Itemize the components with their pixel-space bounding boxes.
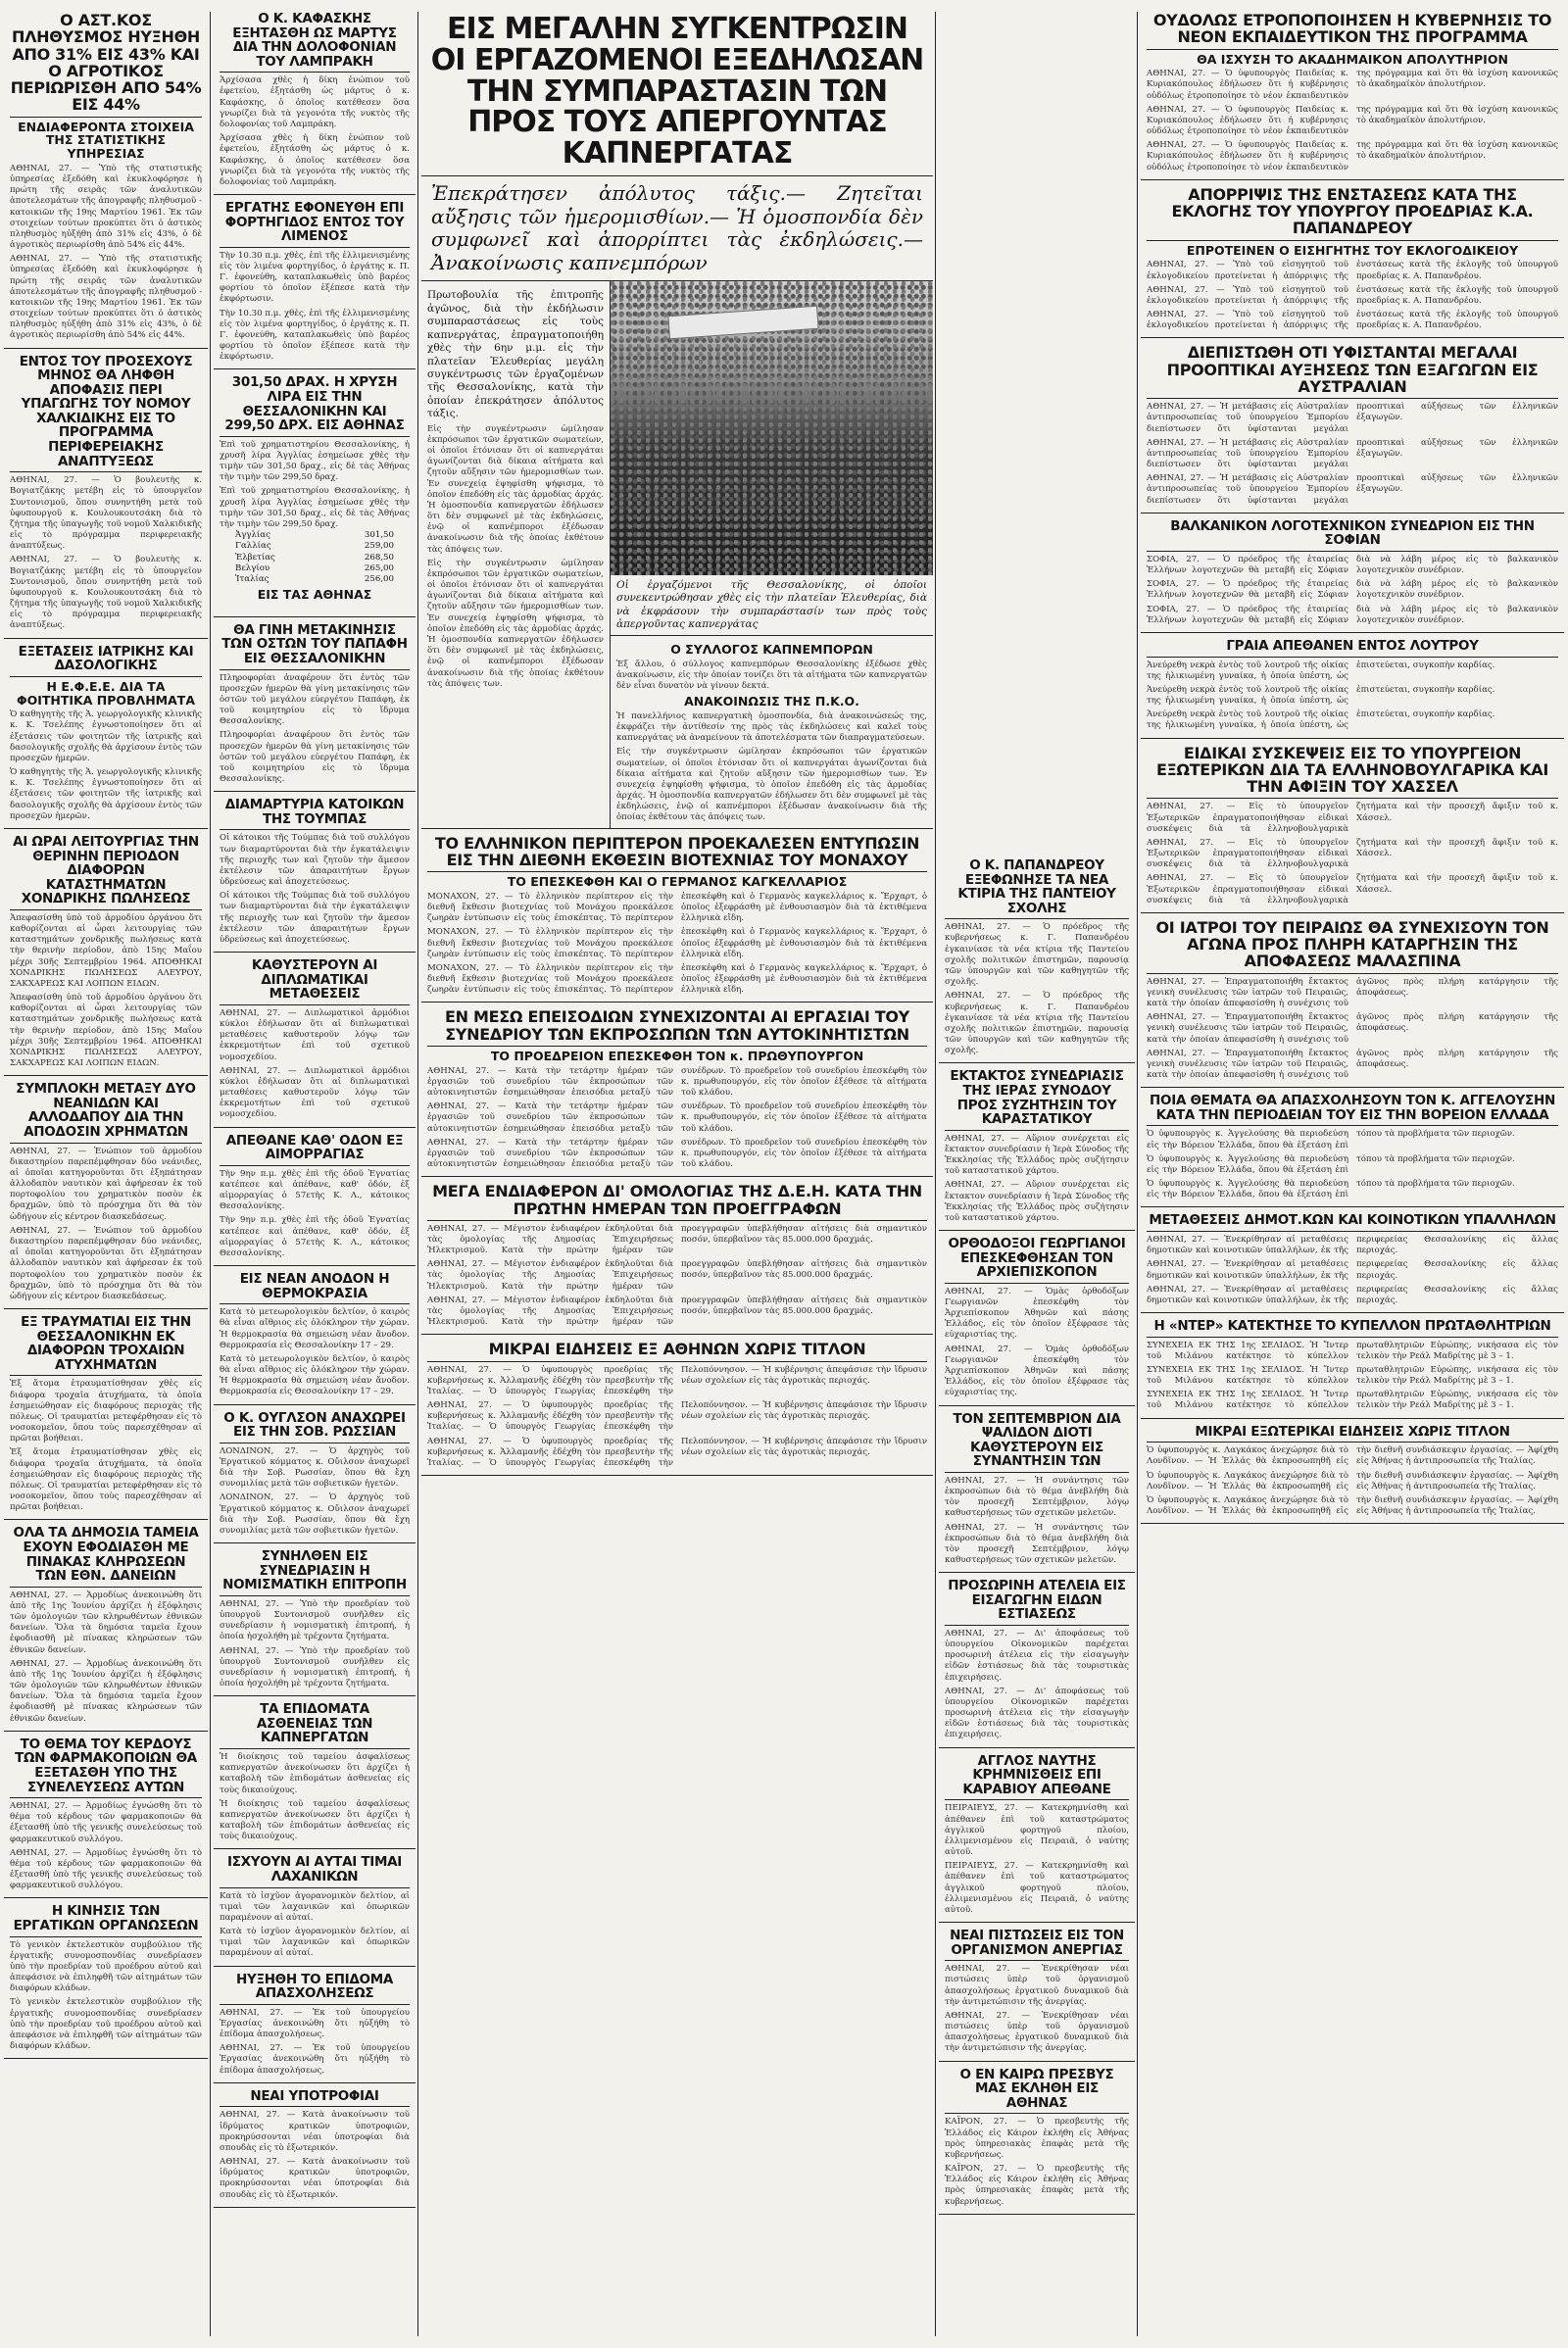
article-headline: ΜΙΚΡΑΙ ΕΞΩΤΕΡΙΚΑΙ ΕΙΔΗΣΕΙΣ ΧΩΡΙΣ ΤΙΤΛΟΝ xyxy=(1147,1425,1558,1443)
center-lower-stories xyxy=(421,835,933,1477)
article xyxy=(1141,919,1564,1088)
article-headline: ΘΑ ΓΙΝΗ ΜΕΤΑΚΙΝΗΣΙΣ ΤΩΝ ΟΣΤΩΝ ΤΟΥ ΠΑΠΑΦΗ ΕΙΣ ΘΕΣΣΑΛΟΝΙΚΗΝ xyxy=(220,623,410,670)
article-body: Ἀνεύρεθη νεκρὰ ἐντὸς τοῦ λουτροῦ τῆς οἰκίας της ἡλικιωμένη γυναίκα, ἡ ὁποία ὑπέστη, ὡς ἐπιστεύεται, συγκοπὴν καρδίας. xyxy=(1147,660,1495,681)
article xyxy=(421,1183,933,1335)
article-body: ΑΘΗΝΑΙ, 27. — Ὁ ὑφυπουργὸς Παιδείας κ. Κυριακόπουλος ἐδήλωσεν ὅτι ἡ κυβέρνησις οὐδόλως ἐτροποποίησε τὸ νέον ἐκπαιδευτικὸν της πρόγραμμα καὶ ὅτι θὰ ἰσχύση κανονικῶς τὸ ἀκαδημαϊκὸν ἀπολυτήριον. xyxy=(1147,104,1558,137)
column-rule xyxy=(210,12,211,2336)
article-headline: ΚΑΘΥΣΤΕΡΟΥΝ ΑΙ ΔΙΠΛΩΜΑΤΙΚΑΙ ΜΕΤΑΘΕΣΕΙΣ xyxy=(220,958,410,1005)
article-body: Κατὰ τὸ ἰσχῦον ἀγορανομικὸν δελτίον, αἱ τιμαὶ τῶν λαχανικῶν καὶ ὀπωρικῶν παραμένουν αἱ αὐταί. xyxy=(220,1890,410,1923)
article-body: ΜΟΝΑΧΟΝ, 27. — Τὸ ἑλληνικὸν περίπτερον εἰς τὴν διεθνῆ ἔκθεσιν βιοτεχνίας τοῦ Μονάχου προεκάλεσε ζωηρὰν ἐντύπωσιν εἰς τοὺς ἐπισκέπτας. Τὸ περίπτερον ἐπεσκέφθη καὶ ὁ Γερμανὸς καγκελλάριος κ. Ἔρχαρτ, ὁ ὁποῖος ἐξεφράσθη μὲ ἐνθουσιασμὸν διὰ τὰ ἐκτιθέμενα ἑλληνικὰ εἴδη. xyxy=(427,962,927,996)
article-body: ΑΘΗΝΑΙ, 27. — Ὑπὸ τῆς στατιστικῆς ὑπηρεσίας ἐξεδόθη καὶ ἐκυκλοφόρησε ἡ πρώτη τῆς σειρᾶς τῶν ἀναλυτικῶν ἀποτελεσμάτων τῆς ἀπογραφῆς πληθυσμοῦ - κατοικιῶν τῆς 19ης Μαρτίου 1961. Ἐκ τῶν στοιχείων τούτων προκύπτει ὅτι ὁ ἀστικὸς πληθυσμὸς ηὐξήθη ἀπὸ 31% εἰς 43%, ὁ δὲ ἀγροτικὸς περιωρίσθη ἀπὸ 54% εἰς 44%. xyxy=(10,163,202,251)
article-body: ΑΘΗΝΑΙ, 27. — Εἰς τὸ ὑπουργεῖον Ἐξωτερικῶν ἐπραγματοποιήθησαν εἰδικαὶ συσκέψεις διὰ τὰ ἑλληνοβουλγαρικὰ ζητήματα καὶ τὴν προσεχῆ ἄφιξιν τοῦ κ. Χάσσελ. xyxy=(1147,802,1558,834)
article-body: ΣΥΝΕΧΕΙΑ ΕΚ ΤΗΣ 1ης ΣΕΛΙΔΟΣ. Ἡ Ἴντερ τοῦ Μιλάνου κατέκτησε τὸ κύπελλον πρωταθλητριῶν Εὐρώπης, νικήσασα εἰς τὸν τελικὸν τὴν Ρεάλ Μαδρίτης μὲ 3 – 1. xyxy=(1147,1390,1558,1411)
article xyxy=(421,1008,933,1177)
article-body: Κατὰ τὸ μετεωρολογικὸν δελτίον, ὁ καιρὸς θὰ εἶναι αἴθριος εἰς ὁλόκληρον τὴν χώραν. Ἡ θερμοκρασία θὰ σημειώση νέαν ἄνοδον. Θερμοκρασία εἰς Θεσσαλονίκην 17 – 29. xyxy=(220,1353,410,1397)
article xyxy=(4,1526,208,1731)
article-body: ΑΘΗΝΑΙ, 27. — Ἐκ τοῦ ὑπουργείου Ἐργασίας ἀνεκοινώθη ὅτι ηὐξήθη τὸ ἐπίδομα ἀπασχολήσεως. xyxy=(220,2007,410,2040)
article-headline: ΣΥΝΗΛΘΕΝ ΕΙΣ ΣΥΝΕΔΡΙΑΣΙΝ Η ΝΟΜΙΣΜΑΤΙΚΗ ΕΠΙΤΡΟΠΗ xyxy=(220,1549,410,1596)
article-headline: ΑΠΟΡΡΙΨΙΣ ΤΗΣ ΕΝΣΤΑΣΕΩΣ ΚΑΤΑ ΤΗΣ ΕΚΛΟΓΗΣ ΤΟΥ ΥΠΟΥΡΓΟΥ ΠΡΟΕΔΡΙΑΣ Κ.Α. ΠΑΠΑΝΔΡΕΟΥ xyxy=(1147,186,1558,241)
article-headline: ΕΡΓΑΤΗΣ ΕΦΟΝΕΥΘΗ ΕΠΙ ΦΟΡΤΗΓΙΔΟΣ ΕΝΤΟΣ ΤΟΥ ΛΙΜΕΝΟΣ xyxy=(220,201,410,248)
article-headline: ΓΡΑΙΑ ΑΠΕΘΑΝΕΝ ΕΝΤΟΣ ΛΟΥΤΡΟΥ xyxy=(1147,639,1558,658)
article-headline: Η «ΝΤΕΡ» ΚΑΤΕΚΤΗΣΕ ΤΟ ΚΥΠΕΛΛΟΝ ΠΡΩΤΑΘΛΗΤΡΙΩΝ xyxy=(1147,1319,1558,1338)
article-body: ΣΟΦΙΑ, 27. — Ὁ πρόεδρος τῆς ἑταιρείας Ἑλλήνων λογοτεχνῶν θὰ μεταβῆ εἰς Σόφιαν διὰ νὰ λάβη μέρος εἰς τὸ βαλκανικὸν λογοτεχνικὸν συνέδριον. xyxy=(1147,604,1558,625)
row-label: Ἰταλίας xyxy=(235,573,270,584)
article-body: Ὁ ὑφυπουργὸς κ. Λαγκάκος ἀνεχώρησε διὰ τὸ Λονδῖνον. — Ἡ Ἑλλάς θὰ ἐκπροσωπηθῆ εἰς τὴν διεθνῆ συνδιάσκεψιν ἐργασίας. — Ἀφίχθη εἰς Ἀθήνας ἡ ἀντιπροσωπεία τῆς Ἰταλίας. xyxy=(1147,1494,1558,1517)
article-body: Ἐπὶ τοῦ χρηματιστηρίου Θεσσαλονίκης, ἡ χρυσῆ λίρα Ἀγγλίας ἐσημείωσε χθὲς τὴν τιμὴν τῶν 301,50 δραχ., εἰς δὲ τὰς Ἀθήνας τὴν τιμὴν τῶν 299,50 δραχ. xyxy=(220,486,410,529)
photo-block xyxy=(610,281,933,827)
article-body: ΑΘΗΝΑΙ, 27. — Ἐνεκρίθησαν αἱ μεταθέσεις δημοτικῶν καὶ κοινοτικῶν ὑπαλλήλων, ἐκ τῆς περιφερείας Θεσσαλονίκης εἰς ἄλλας περιοχάς. xyxy=(1147,1284,1558,1305)
article xyxy=(4,1082,208,1309)
article xyxy=(4,355,208,639)
article-body: Ὁ καθηγητὴς τῆς Ἀ. γεωργολογικῆς κλινικῆς κ. Κ. Τσελέπης ἐγνωστοποίησεν ὅτι αἱ ἐξετάσεις τῶν φοιτητῶν τῆς ἰατρικῆς καὶ δασολογικῆς σχολῆς θὰ ἀρχίσουν ἐντὸς τῶν προσεχῶν ἡμερῶν. xyxy=(10,767,202,821)
article xyxy=(214,2089,416,2208)
article-headline: ΜΙΚΡΑΙ ΕΙΔΗΣΕΙΣ ΕΞ ΑΘΗΝΩΝ ΧΩΡΙΣ ΤΙΤΛΟΝ xyxy=(427,1341,927,1361)
article xyxy=(4,1904,208,2059)
table-row xyxy=(235,563,394,574)
article-body: ΑΘΗΝΑΙ, 27. — Ἐπραγματοποιήθη ἔκτακτος γενικὴ συνέλευσις τῶν ἰατρῶν τοῦ Πειραιῶς, κατὰ τὴν ὁποίαν ἀπεφασίσθη ἡ συνέχισις τοῦ ἀγῶνος πρὸς πλήρη κατάργησιν τῆς ἀποφάσεως. xyxy=(1147,976,1558,1009)
article-body: ΑΘΗΝΑΙ, 27. — Ὁ ὑφυπουργὸς προεδρίας τῆς κυβερνήσεως κ. Ἀλλαμανῆς ἐδέχθη τὸν πρεσβευτὴν τῆς Ἱταλίας. — Ὁ ὑπουργὸς Γεωργίας ἐπεσκέφθη τὴν Πελοπόννησον. — Ἡ κυβέρνησις ἀπεφάσισε τὴν ἵδρυσιν νέων σχολείων εἰς τὰς ἀγροτικὰς περιοχάς. xyxy=(427,1364,927,1396)
article xyxy=(939,1412,1135,1574)
article-body: ΑΘΗΝΑΙ, 27. — Ἡ συνάντησις τῶν ἐκπροσώπων διὰ τὸ θέμα ἀνεβλήθη διὰ τὸν προσεχῆ Σεπτέμβριον, λόγῳ καθυστερήσεως τῶν σχετικῶν μελετῶν. xyxy=(945,1522,1129,1566)
article xyxy=(214,623,416,792)
column-2 xyxy=(214,12,416,2336)
article-body: ΑΘΗΝΑΙ, 27. — Ὁ βουλευτὴς κ. Βογιατζάκης μετέβη εἰς τὸ ὑπουργεῖον Συντονισμοῦ, ὅπου συνηντήθη μετὰ τοῦ ὑφυπουργοῦ κ. Κουλουκουτσάκη διὰ τὸ ζήτημα τῆς ὑπαγωγῆς τοῦ νομοῦ Χαλκιδικῆς εἰς τὸ πρόγραμμα περιφερειακῆς ἀναπτύξεως. xyxy=(10,555,202,631)
article xyxy=(214,1549,416,1696)
article-headline: ΑΙ ΩΡΑΙ ΛΕΙΤΟΥΡΓΙΑΣ ΤΗΝ ΘΕΡΙΝΗΝ ΠΕΡΙΟΔΟΝ ΔΙΑΦΟΡΩΝ ΚΑΤΑΣΤΗΜΑΤΩΝ ΧΟΝΔΡΙΚΗΣ ΠΩΛΗΣΕΩΣ xyxy=(10,835,202,910)
article-body: ΑΘΗΝΑΙ, 27. — Ὑπὸ τοῦ εἰσηγητοῦ τοῦ ἐκλογοδικείου προτείνεται ἡ ἀπόρριψις τῆς ἐνστάσεως κατὰ τῆς ἐκλογῆς τοῦ ὑπουργοῦ προεδρίας κ. Α. Παπανδρέου. xyxy=(1147,260,1558,281)
article-body: Τὸ γενικὸν ἐκτελεστικὸν συμβούλιον τῆς ἐργατικῆς συνομοσπονδίας συνεδρίασεν ὑπὸ τὴν προεδρίαν τοῦ προέδρου αὐτοῦ καὶ ἀπεφάσισε νὰ ἐπιληφθῆ τῶν αἰτημάτων τῶν διαφόρων κλάδων. xyxy=(10,1939,202,1994)
article-headline: ΒΑΛΚΑΝΙΚΟΝ ΛΟΓΟΤΕΧΝΙΚΟΝ ΣΥΝΕΔΡΙΟΝ ΕΙΣ ΤΗΝ ΣΟΦΙΑΝ xyxy=(1147,519,1558,552)
article xyxy=(939,1754,1135,1923)
box1-text: Ἐξ ἄλλου, ὁ σύλλογος καπνεμπόρων Θεσσαλονίκης ἐξέδωσε χθὲς ἀνακοίνωσιν, εἰς τὴν ὁποίαν τονίζει ὅτι τὰ αἰτήματα τῶν καπνεργατῶν δὲν εἶναι δυνατὸν νὰ γίνουν δεκτά. xyxy=(616,659,927,691)
article-body: Ἀνεύρεθη νεκρὰ ἐντὸς τοῦ λουτροῦ τῆς οἰκίας της ἡλικιωμένη γυναίκα, ἡ ὁποία ὑπέστη, ὡς ἐπιστεύεται, συγκοπὴν καρδίας. xyxy=(1147,684,1495,707)
article-body: ΑΘΗΝΑΙ, 27. — Ὑπὸ τοῦ εἰσηγητοῦ τοῦ ἐκλογοδικείου προτείνεται ἡ ἀπόρριψις τῆς ἐνστάσεως κατὰ τῆς ἐκλογῆς τοῦ ὑπουργοῦ προεδρίας κ. Α. Παπανδρέου. xyxy=(1147,284,1558,306)
article-headline: Η ΚΙΝΗΣΙΣ ΤΩΝ ΕΡΓΑΤΙΚΩΝ ΟΡΓΑΝΩΣΕΩΝ xyxy=(10,1904,202,1936)
article-body: ΠΕΙΡΑΙΕΥΣ, 27. — Κατεκρημνίσθη καὶ ἀπέθανεν ἐπὶ τοῦ καταστρώματος ἀγγλικοῦ φορτηγοῦ πλοίου, ἐλλιμενισμένου εἰς Πειραιᾶ, ὁ ναύτης αὐτοῦ. xyxy=(945,1861,1129,1915)
article xyxy=(1141,344,1564,513)
article-body: Κατὰ τὸ μετεωρολογικὸν δελτίον, ὁ καιρὸς θὰ εἶναι αἴθριος εἰς ὁλόκληρον τὴν χώραν. Ἡ θερμοκρασία θὰ σημειώση νέαν ἄνοδον. Θερμοκρασία εἰς Θεσσαλονίκην 17 – 29. xyxy=(220,1307,410,1350)
article xyxy=(4,12,208,349)
article-body: ΑΘΗΝΑΙ, 27. — Ὁ ὑφυπουργὸς προεδρίας τῆς κυβερνήσεως κ. Ἀλλαμανῆς ἐδέχθη τὸν πρεσβευτὴν τῆς Ἱταλίας. — Ὁ ὑπουργὸς Γεωργίας ἐπεσκέφθη τὴν Πελοπόννησον. — Ἡ κυβέρνησις ἀπεφάσισε τὴν ἵδρυσιν νέων σχολείων εἰς τὰς ἀγροτικὰς περιοχάς. xyxy=(427,1436,927,1468)
article xyxy=(1141,1094,1564,1207)
article-headline: ΗΥΞΗΘΗ ΤΟ ΕΠΙΔΟΜΑ ΑΠΑΣΧΟΛΗΣΕΩΣ xyxy=(220,1973,410,2005)
article-body: ΚΑΪΡΟΝ, 27. — Ὁ πρεσβευτὴς τῆς Ἑλλάδος εἰς Κάιρον ἐκλήθη εἰς Ἀθήνας πρὸς ὑπηρεσιακὰς ἐπαφὰς μετὰ τῆς κυβερνήσεως. xyxy=(945,2164,1129,2207)
article-subhead: ΤΟ ΠΡΟΕΔΡΕΙΟΝ ΕΠΕΣΚΕΦΘΗ ΤΟΝ κ. ΠΡΩΘΥΠΟΥΡΓΟΝ xyxy=(490,1048,864,1063)
article-body: ΚΑΪΡΟΝ, 27. — Ὁ πρεσβευτὴς τῆς Ἑλλάδος εἰς Κάιρον ἐκλήθη εἰς Ἀθήνας πρὸς ὑπηρεσιακὰς ἐπαφὰς μετὰ τῆς κυβερνήσεως. xyxy=(945,2117,1129,2160)
article-body: ΣΥΝΕΧΕΙΑ ΕΚ ΤΗΣ 1ης ΣΕΛΙΔΟΣ. Ἡ Ἴντερ τοῦ Μιλάνου κατέκτησε τὸ κύπελλον πρωταθλητριῶν Εὐρώπης, νικήσασα εἰς τὸν τελικὸν τὴν Ρεάλ Μαδρίτης μὲ 3 – 1. xyxy=(1147,1364,1558,1387)
box2-text: Ἡ πανελλήνιος καπνεργατικὴ ὁμοσπονδία, διὰ ἀνακοινώσεώς της, ἐκφράζει τὴν ἀντίθεσίν της πρὸς τὰς ἐκδηλώσεις καὶ καλεῖ τοὺς καπνεργάτας νὰ ἀναμείνουν τὰ ἀποτελέσματα τῶν διαπραγματεύσεων. xyxy=(616,710,927,744)
article-body: ΑΘΗΝΑΙ, 27. — Ὁ ὑφυπουργὸς προεδρίας τῆς κυβερνήσεως κ. Ἀλλαμανῆς ἐδέχθη τὸν πρεσβευτὴν τῆς Ἱταλίας. — Ὁ ὑπουργὸς Γεωργίας ἐπεσκέφθη τὴν Πελοπόννησον. — Ἡ κυβέρνησις ἀπεφάσισε τὴν ἵδρυσιν νέων σχολείων εἰς τὰς ἀγροτικὰς περιοχάς. xyxy=(427,1400,927,1433)
article-body: ΑΘΗΝΑΙ, 27. — Δι' ἀποφάσεως τοῦ ὑπουργείου Οἰκονομικῶν παρέχεται προσωρινὴ ἀτέλεια εἰς τὴν εἰσαγωγὴν εἰδῶν ἑστιάσεως διὰ τὰς τουριστικὰς ἐπιχειρήσεις. xyxy=(945,1628,1129,1683)
article-body: ΑΘΗΝΑΙ, 27. — Εἰς τὸ ὑπουργεῖον Ἐξωτερικῶν ἐπραγματοποιήθησαν εἰδικαὶ συσκέψεις διὰ τὰ ἑλληνοβουλγαρικὰ ζητήματα καὶ τὴν προσεχῆ ἄφιξιν τοῦ κ. Χάσσελ. xyxy=(1147,837,1558,870)
article-headline: ΝΕΑΙ ΥΠΟΤΡΟΦΙΑΙ xyxy=(220,2089,410,2108)
article-headline: ΠΟΙΑ ΘΕΜΑΤΑ ΘΑ ΑΠΑΣΧΟΛΗΣΟΥΝ ΤΟΝ Κ. ΑΓΓΕΛΟΥΣΗΝ ΚΑΤΑ ΤΗΝ ΠΕΡΙΟΔΕΙΑΝ ΤΟΥ ΕΙΣ ΤΗΝ ΒΟΡΕΙΟΝ ΕΛΛΑΔΑ xyxy=(1147,1094,1558,1126)
article-body: ΛΟΝΔΙΝΟΝ, 27. — Ὁ ἀρχηγὸς τοῦ Ἐργατικοῦ κόμματος κ. Οὔιλσον ἀναχωρεῖ διὰ τὴν Σοβ. Ρωσσίαν, ὅπου θὰ ἔχη συνομιλίας μετὰ τῶν σοβιετικῶν ἡγετῶν. xyxy=(220,1492,410,1536)
lead-deck: Ἐπεκράτησεν ἀπόλυτος τάξις.— Ζητεῖται αὔξησις τῶν ἡμερομισθίων.— Ἡ ὁμοσπονδία δὲν συμφωνεῖ καὶ ἀπορρίπτει τὰς ἐκδηλώσεις.— Ἀνακοίνωσις καπνεμπόρων xyxy=(421,176,933,281)
article-body: ΑΘΗΝΑΙ, 27. — Ὑπὸ τὴν προεδρίαν τοῦ ὑπουργοῦ Συντονισμοῦ συνῆλθεν εἰς συνεδρίασιν ἡ νομισματικὴ ἐπιτροπή, ἡ ὁποία ἠσχολήθη μὲ τρέχοντα ζητήματα. xyxy=(220,1598,410,1642)
article-body: ΑΘΗΝΑΙ, 27. — Ἐπραγματοποιήθη ἔκτακτος γενικὴ συνέλευσις τῶν ἰατρῶν τοῦ Πειραιῶς, κατὰ τὴν ὁποίαν ἀπεφασίσθη ἡ συνέχισις τοῦ ἀγῶνος πρὸς πλήρη κατάργησιν τῆς ἀποφάσεως. xyxy=(1147,1012,1558,1045)
article-body: ΑΘΗΝΑΙ, 27. — Ἐνεκρίθησαν νέαι πιστώσεις ὑπὲρ τοῦ ὀργανισμοῦ ἀπασχολήσεως ἐργατικοῦ δυναμικοῦ διὰ τὴν ἀντιμετώπισιν τῆς ἀνεργίας. xyxy=(945,2010,1129,2054)
article-headline: ΠΡΟΣΩΡΙΝΗ ΑΤΕΛΕΙΑ ΕΙΣ ΕΙΣΑΓΩΓΗΝ ΕΙΔΩΝ ΕΣΤΙΑΣΕΩΣ xyxy=(945,1579,1129,1626)
article-body: Ἀπεφασίσθη ὑπὸ τοῦ ἀρμοδίου ὀργάνου ὅτι καθορίζονται αἱ ὧραι λειτουργίας τῶν καταστημάτων χονδρικῆς πωλήσεως κατὰ τὴν θερινὴν περίοδον, ἀπὸ 15ης Μαΐου μέχρι 30ῆς Σεπτεμβρίου 1964. ΑΠΟΘΗΚΑΙ ΧΟΝΔΡΙΚΗΣ ΠΩΛΗΣΕΩΣ ΑΛΕΥΡΟΥ, ΣΑΚΧΑΡΕΩΣ ΚΑΙ ΛΟΙΠΩΝ ΕΙΔΩΝ. xyxy=(10,912,202,989)
article-body: Ἡ διοίκησις τοῦ ταμείου ἀσφαλίσεως καπνεργατῶν ἀνεκοίνωσεν ὅτι ἀρχίζει ἡ καταβολὴ τῶν ἐπιδομάτων ἀσθενείας εἰς τοὺς δικαιούχους. xyxy=(220,1798,410,1842)
article-subhead: Η Ε.Φ.Ε.Ε. ΔΙΑ ΤΑ ΦΟΙΤΗΤΙΚΑ ΠΡΟΒΛΗΜΑΤΑ xyxy=(16,678,195,708)
article-body: ΑΘΗΝΑΙ, 27. — Εἰς τὸ ὑπουργεῖον Ἐξωτερικῶν ἐπραγματοποιήθησαν εἰδικαὶ συσκέψεις διὰ τὰ ἑλληνοβουλγαρικὰ ζητήματα καὶ τὴν προσεχῆ ἄφιξιν τοῦ κ. Χάσσελ. xyxy=(1147,873,1558,905)
article-headline: ΤΟ ΘΕΜΑ ΤΟΥ ΚΕΡΔΟΥΣ ΤΩΝ ΦΑΡΜΑΚΟΠΟΙΩΝ ΘΑ ΕΞΕΤΑΣΘΗ ΥΠΟ ΤΗΣ ΣΥΝΕΛΕΥΣΕΩΣ ΑΥΤΩΝ xyxy=(10,1737,202,1798)
main-headline: ΕΙΣ ΜΕΓΑΛΗΝ ΣΥΓΚΕΝΤΡΩΣΙΝ ΟΙ ΕΡΓΑΖΟΜΕΝΟΙ ΕΞΕΔΗΛΩΣΑΝ ΤΗΝ ΣΥΜΠΑΡΑΣΤΑΣΙΝ ΤΩΝ ΠΡΟΣ ΤΟΥΣ ΑΠΕΡΓΟΥΝΤΑΣ ΚΑΠΝΕΡΓΑΤΑΣ xyxy=(421,12,933,176)
article-body: Ἀρχίσασα χθὲς ἡ δίκη ἐνώπιον τοῦ ἐφετείου, ἐξητάσθη ὡς μάρτυς ὁ κ. Καφάσκης, ὁ ὁποῖος κατέθεσεν ὅσα γνωρίζει διὰ τὰ γεγονότα τῆς νυκτὸς τῆς δολοφονίας τοῦ Λαμπράκη. xyxy=(220,133,410,187)
article-body: Ὁ ὑφυπουργὸς κ. Ἀγγελούσης θὰ περιοδεύση εἰς τὴν Βόρειον Ἑλλάδα, ὅπου θὰ ἐξετάση ἐπὶ τόπου τὰ προβλήματα τῶν περιοχῶν. xyxy=(1147,1129,1515,1150)
article-body: ΑΘΗΝΑΙ, 27. — Ὁ ὑφυπουργὸς Παιδείας κ. Κυριακόπουλος ἐδήλωσεν ὅτι ἡ κυβέρνησις οὐδόλως ἐτροποποίησε τὸ νέον ἐκπαιδευτικὸν της πρόγραμμα καὶ ὅτι θὰ ἰσχύση κανονικῶς τὸ ἀκαδημαϊκὸν ἀπολυτήριον. xyxy=(1147,140,1558,172)
article-body: ΑΘΗΝΑΙ, 27. — Ἀρμοδίως ἀνεκοινώθη ὅτι ἀπὸ τῆς 1ης Ἰουνίου ἀρχίζει ἡ ἐξόφλησις τῶν ὁμολογιῶν τῶν κληρωθέντων ἐθνικῶν δανείων. Ὅλα τὰ δημόσια ταμεῖα ἔχουν ἐφοδιασθῆ μὲ πίνακας κληρώσεων τῶν ἐθνικῶν δανείων. xyxy=(10,1590,202,1655)
article-headline: ΑΓΓΛΟΣ ΝΑΥΤΗΣ ΚΡΗΜΝΙΣΘΕΙΣ ΕΠΙ ΚΑΡΑΒΙΟΥ ΑΠΕΘΑΝΕ xyxy=(945,1754,1129,1801)
article-body: ΑΘΗΝΑΙ, 27. — Ἀρμοδίως ἀνεκοινώθη ὅτι ἀπὸ τῆς 1ης Ἰουνίου ἀρχίζει ἡ ἐξόφλησις τῶν ὁμολογιῶν τῶν κληρωθέντων ἐθνικῶν δανείων. Ὅλα τὰ δημόσια ταμεῖα ἔχουν ἐφοδιασθῆ μὲ πίνακας κληρώσεων τῶν ἐθνικῶν δανείων. xyxy=(10,1658,202,1724)
article-subhead: ΤΟ ΕΠΕΣΚΕΦΘΗ ΚΑΙ Ο ΓΕΡΜΑΝΟΣ ΚΑΓΚΕΛΛΑΡΙΟΣ xyxy=(507,874,848,890)
box2-text-more: Εἰς τὴν συγκέντρωσιν ὡμίλησαν ἐκπρόσωποι τῶν ἐργατικῶν σωματείων, οἱ ὁποῖοι ἐτόνισαν ὅτι οἱ καπνεργάται ἀγωνίζονται διὰ δίκαια αἰτήματα καὶ ζητοῦν αὔξησιν τῶν ἡμερομισθίων των. Ἐν συνεχείᾳ ἐψηφίσθη ψήφισμα, τὸ ὁποῖον ἐπεδόθη εἰς τὰς ἀρμοδίας ἀρχάς. Ἡ ὁμοσπονδία καπνεργατῶν ἐδήλωσεν ὅτι δὲν συμφωνεῖ μὲ τὰς ἐκδηλώσεις, ἐνῷ οἱ καπνέμποροι ἐξέδωσαν ἀνακοίνωσιν διὰ τῆς ὁποίας ἐκθέτουν τὰς ἀπόψεις των. xyxy=(616,747,927,823)
article xyxy=(939,2068,1135,2215)
lead-story xyxy=(421,12,933,829)
article-body: ΑΘΗΝΑΙ, 27. — Ἐνεκρίθησαν νέαι πιστώσεις ὑπὲρ τοῦ ὀργανισμοῦ ἀπασχολήσεως ἐργατικοῦ δυναμικοῦ διὰ τὴν ἀντιμετώπισιν τῆς ἀνεργίας. xyxy=(945,1964,1129,2007)
article-body: ΑΘΗΝΑΙ, 27. — Ὑπὸ τὴν προεδρίαν τοῦ ὑπουργοῦ Συντονισμοῦ συνῆλθεν εἰς συνεδρίασιν ἡ νομισματικὴ ἐπιτροπή, ἡ ὁποία ἠσχολήθη μὲ τρέχοντα ζητήματα. xyxy=(220,1645,410,1689)
article-body: ΑΘΗΝΑΙ, 27. — Κατὰ τὴν τετάρτην ἡμέραν τῶν ἐργασιῶν τοῦ συνεδρίου τῶν ἐκπροσώπων τῶν αὐτοκινητιστῶν ἐσημειώθησαν ἐπεισόδια μεταξὺ τῶν συνέδρων. Τὸ προεδρεῖον τοῦ συνεδρίου ἐπεσκέφθη τὸν κ. πρωθυπουργόν, εἰς τὸν ὁποῖον ἐξέθεσε τὰ αἰτήματα τοῦ κλάδου. xyxy=(427,1101,927,1134)
table-row xyxy=(235,541,394,552)
article-headline: ΜΕΓΑ ΕΝΔΙΑΦΕΡΟΝ ΔΙ' ΟΜΟΛΟΓΙΑΣ ΤΗΣ Δ.Ε.Η. ΚΑΤΑ ΤΗΝ ΠΡΩΤΗΝ ΗΜΕΡΑΝ ΤΩΝ ΠΡΟΕΓΓΡΑΦΩΝ xyxy=(427,1183,927,1221)
article xyxy=(214,798,416,953)
side-box xyxy=(611,636,933,828)
article-body: Ἐξ ἄτομα ἐτραυματίσθησαν χθὲς εἰς διάφορα τροχαῖα ἀτυχήματα, τὰ ὁποῖα ἐσημειώθησαν εἰς διαφόρους περιοχὰς τῆς πόλεως. Οἱ τραυματίαι μετεφέρθησαν εἰς τὸ νοσοκομεῖον, ὅπου τοὺς παρεσχέθησαν αἱ πρῶται βοήθειαι. xyxy=(10,1379,202,1444)
article-body: Πληροφορίαι ἀναφέρουν ὅτι ἐντὸς τῶν προσεχῶν ἡμερῶν θὰ γίνη μετακίνησις τῶν ὀστῶν τοῦ μεγάλου εὐεργέτου Παπάφη, ἐκ τοῦ κοιμητηρίου εἰς τὸ ἵδρυμα Θεσσαλονίκης. xyxy=(220,730,410,785)
article xyxy=(4,835,208,1076)
row-value: 265,00 xyxy=(364,563,394,573)
article xyxy=(1141,639,1564,739)
lead-body xyxy=(421,281,933,827)
article-headline: Ο Κ. ΠΑΠΑΝΔΡΕΟΥ ΕΞΕΦΩΝΗΣΕ ΤΑ ΝΕΑ ΚΤΙΡΙΑ ΤΗΣ ΠΑΝΤΕΙΟΥ ΣΧΟΛΗΣ xyxy=(945,858,1129,919)
article xyxy=(4,1315,208,1520)
article-body: Ἀρχίσασα χθὲς ἡ δίκη ἐνώπιον τοῦ ἐφετείου, ἐξητάσθη ὡς μάρτυς ὁ κ. Καφάσκης, ὁ ὁποῖος κατέθεσεν ὅσα γνωρίζει διὰ τὰ γεγονότα τῆς νυκτὸς τῆς δολοφονίας τοῦ Λαμπράκη. xyxy=(220,75,410,129)
article xyxy=(214,1411,416,1544)
article-headline: ΟΥΔΟΛΩΣ ΕΤΡΟΠΟΠΟΙΗΣΕΝ Η ΚΥΒΕΡΝΗΣΙΣ ΤΟ ΝΕΟΝ ΕΚΠΑΙΔΕΥΤΙΚΟΝ ΤΗΣ ΠΡΟΓΡΑΜΜΑ xyxy=(1147,12,1558,50)
article-headline: ΕΝΤΟΣ ΤΟΥ ΠΡΟΣΕΧΟΥΣ ΜΗΝΟΣ ΘΑ ΛΗΦΘΗ ΑΠΟΦΑΣΙΣ ΠΕΡΙ ΥΠΑΓΩΓΗΣ ΤΟΥ ΝΟΜΟΥ ΧΑΛΚΙΔΙΚΗΣ ΕΙΣ ΤΟ ΠΡΟΓΡΑΜΜΑ ΠΕΡΙΦΕΡΕΙΑΚΗΣ ΑΝΑΠΤΥΞΕΩΣ xyxy=(10,355,202,473)
article-body: Τὴν 10.30 π.μ. χθὲς, ἐπὶ τῆς ἐλλιμενισμένης εἰς τὸν λιμένα φορτηγίδος, ὁ ἐργάτης κ. Π. Γ. ἐφονεύθη, καταπλακωθεὶς ὑπὸ βαρέος φορτίου τὸ ὁποῖον ἐξέπεσε κατὰ τὴν ἐκφόρτωσιν. xyxy=(220,308,410,363)
article-body: Κατὰ τὸ ἰσχῦον ἀγορανομικὸν δελτίον, αἱ τιμαὶ τῶν λαχανικῶν καὶ ὀπωρικῶν παραμένουν αἱ αὐταί. xyxy=(220,1927,410,1959)
gold-price-table xyxy=(220,530,410,611)
article-headline: Ο ΕΝ ΚΑΙΡΩ ΠΡΕΣΒΥΣ ΜΑΣ ΕΚΛΗΘΗ ΕΙΣ ΑΘΗΝΑΣ xyxy=(945,2068,1129,2115)
row-value: 259,00 xyxy=(364,541,394,552)
banner-shape xyxy=(668,306,820,340)
article-headline: ΕΚΤΑΚΤΟΣ ΣΥΝΕΔΡΙΑΣΙΣ ΤΗΣ ΙΕΡΑΣ ΣΥΝΟΔΟΥ ΠΡΟΣ ΣΥΖΗΤΗΣΙΝ ΤΟΥ ΚΑΡΑΣΤΑΤΙΚΟΥ xyxy=(945,1069,1129,1130)
article-subhead: ΕΝΔΙΑΦΕΡΟΝΤΑ ΣΤΟΙΧΕΙΑ ΤΗΣ ΣΤΑΤΙΣΤΙΚΗΣ ΥΠΗΡΕΣΙΑΣ xyxy=(18,119,194,162)
center-column xyxy=(421,12,933,2336)
article xyxy=(939,858,1135,1063)
article xyxy=(4,1737,208,1899)
lead-paragraph: Πρωτοβουλία τῆς ἐπιτροπῆς ἀγῶνος, διὰ τὴν ἐκδήλωσιν συμπαραστάσεως εἰς τοὺς καπνεργάτας, ἐπραγματοποιήθη χθὲς τὴν 6ην μ.μ. εἰς τὴν πλατεῖαν Ἐλευθερίας μεγάλη συγκέντρωσις τῶν ἐργαζομένων τῆς Θεσσαλονίκης, κατὰ τὴν ὁποίαν ἐπεκράτησεν ἀπόλυτος τάξις. xyxy=(427,289,604,420)
article xyxy=(214,1973,416,2083)
article-headline: 301,50 ΔΡΑΧ. Η ΧΡΥΣΗ ΛΙΡΑ ΕΙΣ ΤΗΝ ΘΕΣΣΑΛΟΝΙΚΗΝ ΚΑΙ 299,50 ΔΡΧ. ΕΙΣ ΑΘΗΝΑΣ xyxy=(220,375,410,436)
row-value: 301,50 xyxy=(364,530,394,541)
article-body: ΜΟΝΑΧΟΝ, 27. — Τὸ ἑλληνικὸν περίπτερον εἰς τὴν διεθνῆ ἔκθεσιν βιοτεχνίας τοῦ Μονάχου προεκάλεσε ζωηρὰν ἐντύπωσιν εἰς τοὺς ἐπισκέπτας. Τὸ περίπτερον ἐπεσκέφθη καὶ ὁ Γερμανὸς καγκελλάριος κ. Ἔρχαρτ, ὁ ὁποῖος ἐξεφράσθη μὲ ἐνθουσιασμὸν διὰ τὰ ἐκτιθέμενα ἑλληνικὰ εἴδη. xyxy=(427,891,927,924)
article xyxy=(1141,1213,1564,1313)
article-subhead: ΕΠΡΟΤΕΙΝΕΝ Ο ΕΙΣΗΓΗΤΗΣ ΤΟΥ ΕΚΛΟΓΟΔΙΚΕΙΟΥ xyxy=(1186,242,1519,258)
article-body: ΑΘΗΝΑΙ, 27. — Ὑπὸ τῆς στατιστικῆς ὑπηρεσίας ἐξεδόθη καὶ ἐκυκλοφόρησε ἡ πρώτη τῆς σειρᾶς τῶν ἀναλυτικῶν ἀποτελεσμάτων τῆς ἀπογραφῆς πληθυσμοῦ - κατοικιῶν τῆς 19ης Μαρτίου 1961. Ἐκ τῶν στοιχείων τούτων προκύπτει ὅτι ὁ ἀστικὸς πληθυσμὸς ηὐξήθη ἀπὸ 31% εἰς 43%, ὁ δὲ ἀγροτικὸς περιωρίσθη ἀπὸ 54% εἰς 44%. xyxy=(10,254,202,341)
article xyxy=(1141,519,1564,633)
table-footer: ΕΙΣ ΤΑΣ ΑΘΗΝΑΣ xyxy=(257,587,372,603)
row-value: 268,50 xyxy=(364,552,394,563)
article-body: Ὁ ὑφυπουργὸς κ. Λαγκάκος ἀνεχώρησε διὰ τὸ Λονδῖνον. — Ἡ Ἑλλάς θὰ ἐκπροσωπηθῆ εἰς τὴν διεθνῆ συνδιάσκεψιν ἐργασίας. — Ἀφίχθη εἰς Ἀθήνας ἡ ἀντιπροσωπεία τῆς Ἰταλίας. xyxy=(1147,1445,1558,1467)
crowd-photo xyxy=(611,281,933,575)
article-body: ΑΘΗΝΑΙ, 27. — Ἡ μετάβασις εἰς Αὐστραλίαν ἀντιπροσωπείας τοῦ ὑπουργείου Ἐμπορίου διεπίστωσεν ὅτι ὑφίστανται μεγάλαι προοπτικαὶ αὐξήσεως τῶν ἑλληνικῶν ἐξαγωγῶν. xyxy=(1147,473,1558,506)
row-label: Ἀγγλίας xyxy=(235,530,270,541)
article xyxy=(939,1579,1135,1747)
article-body: Ἀπεφασίσθη ὑπὸ τοῦ ἀρμοδίου ὀργάνου ὅτι καθορίζονται αἱ ὧραι λειτουργίας τῶν καταστημάτων χονδρικῆς πωλήσεως κατὰ τὴν θερινὴν περίοδον, ἀπὸ 15ης Μαΐου μέχρι 30ῆς Σεπτεμβρίου 1964. ΑΠΟΘΗΚΑΙ ΧΟΝΔΡΙΚΗΣ ΠΩΛΗΣΕΩΣ ΑΛΕΥΡΟΥ, ΣΑΚΧΑΡΕΩΣ ΚΑΙ ΛΟΙΠΩΝ ΕΙΔΩΝ. xyxy=(10,993,202,1069)
article xyxy=(214,958,416,1127)
article-body: ΑΘΗΝΑΙ, 27. — Ὁ πρόεδρος τῆς κυβερνήσεως κ. Γ. Παπανδρέου ἐγκαινίασε τὰ νέα κτίρια τῆς Παντείου σχολῆς πολιτικῶν ἐπιστημῶν, παρουσίᾳ τῶν ὑπουργῶν καὶ τῶν καθηγητῶν τῆς σχολῆς. xyxy=(945,991,1129,1056)
article-body: ΑΘΗΝΑΙ, 27. — Διπλωματικοὶ ἀρμόδιοι κύκλοι ἐδήλωσαν ὅτι αἱ διπλωματικαὶ μεταθέσεις καθυστεροῦν λόγῳ τῶν ἐκκρεμοτήτων ἐπὶ τοῦ σχετικοῦ νομοσχεδίου. xyxy=(220,1065,410,1120)
article-body: Ἐπὶ τοῦ χρηματιστηρίου Θεσσαλονίκης, ἡ χρυσῆ λίρα Ἀγγλίας ἐσημείωσε χθὲς τὴν τιμὴν τῶν 301,50 δραχ., εἰς δὲ τὰς Ἀθήνας τὴν τιμὴν τῶν 299,50 δραχ. xyxy=(220,439,410,483)
article-body: ΑΘΗΝΑΙ, 27. — Αὔριον συνέρχεται εἰς ἔκτακτον συνεδρίασιν ἡ Ἱερὰ Σύνοδος τῆς Ἐκκλησίας τῆς Ἑλλάδος πρὸς συζήτησιν τοῦ καταστατικοῦ χάρτου. xyxy=(945,1133,1129,1177)
article-body: Οἱ κάτοικοι τῆς Τούμπας διὰ τοῦ συλλόγου των διαμαρτύρονται διὰ τὴν ἐγκατάλειψιν τῆς περιοχῆς των καὶ ζητοῦν τὴν ἄμεσον ἐκτέλεσιν τῶν ἀπαραιτήτων ἔργων ὑδρεύσεως καὶ ἀποχετεύσεως. xyxy=(220,833,410,888)
article-body: ΑΘΗΝΑΙ, 27. — Ἀρμοδίως ἐγνώσθη ὅτι τὸ θέμα τοῦ κέρδους τῶν φαρμακοποιῶν θὰ ἐξετασθῆ ὑπὸ τῆς γενικῆς συνελεύσεως τοῦ φαρμακευτικοῦ συλλόγου. xyxy=(10,1847,202,1891)
article-headline: ΜΕΤΑΘΕΣΕΙΣ ΔΗΜΟΤ.ΚΩΝ ΚΑΙ ΚΟΙΝΟΤΙΚΩΝ ΥΠΑΛΛΗΛΩΝ xyxy=(1147,1213,1558,1232)
article-body: ΑΘΗΝΑΙ, 27. — Ὁ ὑφυπουργὸς Παιδείας κ. Κυριακόπουλος ἐδήλωσεν ὅτι ἡ κυβέρνησις οὐδόλως ἐτροποποίησε τὸ νέον ἐκπαιδευτικὸν της πρόγραμμα καὶ ὅτι θὰ ἰσχύση κανονικῶς τὸ ἀκαδημαϊκὸν ἀπολυτήριον. xyxy=(1147,69,1558,101)
photo-caption: Οἱ ἐργαζόμενοι τῆς Θεσσαλονίκης, οἱ ὁποῖοι συνεκεντρώθησαν χθὲς εἰς τὴν πλατεῖαν Ἐλευθερίας, διὰ νὰ ἐκφράσουν τὴν συμπαράστασίν των πρὸς τοὺς ἀπεργοῦντας καπνεργάτας xyxy=(611,575,933,636)
article-body: ΑΘΗΝΑΙ, 27. — Ὑπὸ τοῦ εἰσηγητοῦ τοῦ ἐκλογοδικείου προτείνεται ἡ ἀπόρριψις τῆς ἐνστάσεως κατὰ τῆς ἐκλογῆς τοῦ ὑπουργοῦ προεδρίας κ. Α. Παπανδρέου. xyxy=(1147,310,1558,331)
article-body: ΑΘΗΝΑΙ, 27. — Ὁμὰς ὀρθοδόξων Γεωργιανῶν ἐπεσκέφθη τὸν Ἀρχιεπίσκοπον Ἀθηνῶν καὶ πάσης Ἑλλάδος, εἰς τὸν ὁποῖον ἐξέφρασε τὰς εὐχαριστίας της. xyxy=(945,1286,1129,1341)
article xyxy=(1141,1319,1564,1419)
article-headline: ΕΙΣ ΝΕΑΝ ΑΝΟΔΟΝ Η ΘΕΡΜΟΚΡΑΣΙΑ xyxy=(220,1272,410,1304)
article-body: ΑΘΗΝΑΙ, 27. — Ἀρμοδίως ἐγνώσθη ὅτι τὸ θέμα τοῦ κέρδους τῶν φαρμακοποιῶν θὰ ἐξετασθῆ ὑπὸ τῆς γενικῆς συνελεύσεως τοῦ φαρμακευτικοῦ συλλόγου. xyxy=(10,1801,202,1844)
article xyxy=(1141,1425,1564,1525)
article-headline: Ο Κ. ΚΑΦΑΣΚΗΣ ΕΞΗΤΑΣΘΗ ΩΣ ΜΑΡΤΥΣ ΔΙΑ ΤΗΝ ΔΟΛΟΦΟΝΙΑΝ ΤΟΥ ΛΑΜΠΡΑΚΗ xyxy=(220,12,410,73)
article-headline: ΕΞΕΤΑΣΕΙΣ ΙΑΤΡΙΚΗΣ ΚΑΙ ΔΑΣΟΛΟΓΙΚΗΣ xyxy=(10,645,202,677)
article-body: ΣΟΦΙΑ, 27. — Ὁ πρόεδρος τῆς ἑταιρείας Ἑλλήνων λογοτεχνῶν θὰ μεταβῆ εἰς Σόφιαν διὰ νὰ λάβη μέρος εἰς τὸ βαλκανικὸν λογοτεχνικὸν συνέδριον. xyxy=(1147,554,1558,576)
article-body: Ἀνεύρεθη νεκρὰ ἐντὸς τοῦ λουτροῦ τῆς οἰκίας της ἡλικιωμένη γυναίκα, ἡ ὁποία ὑπέστη, ὡς ἐπιστεύεται, συγκοπὴν καρδίας. xyxy=(1147,709,1495,731)
column-rule xyxy=(417,12,418,2336)
article-body: ΑΘΗΝΑΙ, 27. — Μέγιστον ἐνδιαφέρον ἐκδηλοῦται διὰ τὰς ὁμολογίας τῆς Δημοσίας Ἐπιχειρήσεως Ἠλεκτρισμοῦ. Κατὰ τὴν πρώτην ἡμέραν τῶν προεγγραφῶν ὑπεβλήθησαν αἰτήσεις διὰ σημαντικὸν ποσόν, ὑπερβαῖνον τὰς 85.000.000 δραχμάς. xyxy=(427,1295,927,1328)
article-body: ΑΘΗΝΑΙ, 27. — Ἐνώπιον τοῦ ἀρμοδίου δικαστηρίου παρεπέμφθησαν δύο νεάνιδες, αἱ ὁποῖαι κατηγοροῦνται ὅτι ἐξηπάτησαν ἀλλοδαπὸν ναυτικὸν καὶ ἀφήρεσαν ἐκ τοῦ πορτοφολίου του χρηματικὸν ποσὸν ἐκ δραχμῶν, ὑπὸ τὸ πρόσχημα ὅτι θὰ τὸν ὡδήγουν εἰς κέντρον διασκεδάσεως. xyxy=(10,1146,202,1222)
article-body: ΠΕΙΡΑΙΕΥΣ, 27. — Κατεκρημνίσθη καὶ ἀπέθανεν ἐπὶ τοῦ καταστρώματος ἀγγλικοῦ φορτηγοῦ πλοίου, ἐλλιμενισμένου εἰς Πειραιᾶ, ὁ ναύτης αὐτοῦ. xyxy=(945,1803,1129,1858)
column-4 xyxy=(939,858,1135,2348)
table-row xyxy=(235,530,394,541)
article xyxy=(214,1134,416,1267)
article xyxy=(1141,745,1564,913)
box2-heading: ΑΝΑΚΟΙΝΩΣΙΣ ΤΗΣ Π.Κ.Ο. xyxy=(684,694,859,709)
column-rule xyxy=(1137,12,1138,2336)
article xyxy=(1141,186,1564,339)
article-body: Τὴν 10.30 π.μ. χθὲς, ἐπὶ τῆς ἐλλιμενισμένης εἰς τὸν λιμένα φορτηγίδος, ὁ ἐργάτης κ. Π. Γ. ἐφονεύθη, καταπλακωθεὶς ὑπὸ βαρέος φορτίου τὸ ὁποῖον ἐξέπεσε κατὰ τὴν ἐκφόρτωσιν. xyxy=(220,250,410,305)
article-body: ΑΘΗΝΑΙ, 27. — Κατὰ τὴν τετάρτην ἡμέραν τῶν ἐργασιῶν τοῦ συνεδρίου τῶν ἐκπροσώπων τῶν αὐτοκινητιστῶν ἐσημειώθησαν ἐπεισόδια μεταξὺ τῶν συνέδρων. Τὸ προεδρεῖον τοῦ συνεδρίου ἐπεσκέφθη τὸν κ. πρωθυπουργόν, εἰς τὸν ὁποῖον ἐξέθεσε τὰ αἰτήματα τοῦ κλάδου. xyxy=(427,1065,927,1099)
article-headline: ΔΙΑΜΑΡΤΥΡΙΑ ΚΑΤΟΙΚΩΝ ΤΗΣ ΤΟΥΜΠΑΣ xyxy=(220,798,410,830)
article-body: Οἱ κάτοικοι τῆς Τούμπας διὰ τοῦ συλλόγου των διαμαρτύρονται διὰ τὴν ἐγκατάλειψιν τῆς περιοχῆς των καὶ ζητοῦν τὴν ἄμεσον ἐκτέλεσιν τῶν ἀπαραιτήτων ἔργων ὑδρεύσεως καὶ ἀποχετεύσεως. xyxy=(220,891,410,945)
article-body: ΑΘΗΝΑΙ, 27. — Ἐκ τοῦ ὑπουργείου Ἐργασίας ἀνεκοινώθη ὅτι ηὐξήθη τὸ ἐπίδομα ἀπασχολήσεως. xyxy=(220,2043,410,2076)
article-body: Ἐξ ἄτομα ἐτραυματίσθησαν χθὲς εἰς διάφορα τροχαῖα ἀτυχήματα, τὰ ὁποῖα ἐσημειώθησαν εἰς διαφόρους περιοχὰς τῆς πόλεως. Οἱ τραυματίαι μετεφέρθησαν εἰς τὸ νοσοκομεῖον, ὅπου τοὺς παρεσχέθησαν αἱ πρῶται βοήθειαι. xyxy=(10,1447,202,1513)
article-headline: ΟΙ ΙΑΤΡΟΙ ΤΟΥ ΠΕΙΡΑΙΩΣ ΘΑ ΣΥΝΕΧΙΣΟΥΝ ΤΟΝ ΑΓΩΝΑ ΠΡΟΣ ΠΛΗΡΗ ΚΑΤΑΡΓΗΣΙΝ ΤΗΣ ΑΠΟΦΑΣΕΩΣ ΜΑΛΑΣΠΙΝΑ xyxy=(1147,919,1558,974)
article xyxy=(939,1237,1135,1405)
article-headline: ΑΠΕΘΑΝΕ ΚΑΘ' ΟΔΟΝ ΕΞ ΑΙΜΟΡΡΑΓΙΑΣ xyxy=(220,1134,410,1166)
row-label: Ἑλβετίας xyxy=(235,552,275,563)
article-headline: ΕΞ ΤΡΑΥΜΑΤΙΑΙ ΕΙΣ ΤΗΝ ΘΕΣΣΑΛΟΝΙΚΗΝ ΕΚ ΔΙΑΦΟΡΩΝ ΤΡΟΧΑΙΩΝ ΑΤΥΧΗΜΑΤΩΝ xyxy=(10,1315,202,1376)
article xyxy=(214,12,416,195)
article xyxy=(214,201,416,369)
article xyxy=(1141,12,1564,180)
article-body: Ὁ ὑφυπουργὸς κ. Ἀγγελούσης θὰ περιοδεύση εἰς τὴν Βόρειον Ἑλλάδα, ὅπου θὰ ἐξετάση ἐπὶ τόπου τὰ προβλήματα τῶν περιοχῶν. xyxy=(1147,1179,1515,1200)
article-body: ΑΘΗΝΑΙ, 27. — Διπλωματικοὶ ἀρμόδιοι κύκλοι ἐδήλωσαν ὅτι αἱ διπλωματικαὶ μεταθέσεις καθυστεροῦν λόγῳ τῶν ἐκκρεμοτήτων ἐπὶ τοῦ σχετικοῦ νομοσχεδίου. xyxy=(220,1007,410,1062)
article xyxy=(214,1855,416,1966)
column-1 xyxy=(4,12,208,2336)
article-headline: Ο ΑΣΤ.ΚΟΣ ΠΛΗΘΥΣΜΟΣ ΗΥΞΗΘΗ ΑΠΟ 31% ΕΙΣ 43% ΚΑΙ Ο ΑΓΡΟΤΙΚΟΣ ΠΕΡΙΩΡΙΣΘΗ ΑΠΟ 54% ΕΙΣ 44% xyxy=(10,12,202,118)
article xyxy=(939,1929,1135,2062)
article-headline: ΟΛΑ ΤΑ ΔΗΜΟΣΙΑ ΤΑΜΕΙΑ ΕΧΟΥΝ ΕΦΟΔΙΑΣΘΗ ΜΕ ΠΙΝΑΚΑΣ ΚΛΗΡΩΣΕΩΝ ΤΩΝ ΕΘΝ. ΔΑΝΕΙΩΝ xyxy=(10,1526,202,1587)
article-body: ΑΘΗΝΑΙ, 27. — Κατὰ τὴν τετάρτην ἡμέραν τῶν ἐργασιῶν τοῦ συνεδρίου τῶν ἐκπροσώπων τῶν αὐτοκινητιστῶν ἐσημειώθησαν ἐπεισόδια μεταξὺ τῶν συνέδρων. Τὸ προεδρεῖον τοῦ συνεδρίου ἐπεσκέφθη τὸν κ. πρωθυπουργόν, εἰς τὸν ὁποῖον ἐξέθεσε τὰ αἰτήματα τοῦ κλάδου. xyxy=(427,1137,927,1170)
article xyxy=(421,835,933,1003)
article-headline: ΝΕΑΙ ΠΙΣΤΩΣΕΙΣ ΕΙΣ ΤΟΝ ΟΡΓΑΝΙΣΜΟΝ ΑΝΕΡΓΙΑΣ xyxy=(945,1929,1129,1961)
article-body: Τὸ γενικὸν ἐκτελεστικὸν συμβούλιον τῆς ἐργατικῆς συνομοσπονδίας συνεδρίασεν ὑπὸ τὴν προεδρίαν τοῦ προέδρου αὐτοῦ καὶ ἀπεφάσισε νὰ ἐπιληφθῆ τῶν αἰτημάτων τῶν διαφόρων κλάδων. xyxy=(10,1997,202,2052)
article-body: Τὴν 9ην π.μ. χθὲς ἐπὶ τῆς ὁδοῦ Ἐγνατίας κατέπεσε καὶ ἀπέθανε, καθ' ὁδόν, ἐξ αἱμορραγίας ὁ 57ετὴς Κ. Λ., κάτοικος Θεσσαλονίκης. xyxy=(220,1168,410,1212)
article-headline: ΙΣΧΥΟΥΝ ΑΙ ΑΥΤΑΙ ΤΙΜΑΙ ΛΑΧΑΝΙΚΩΝ xyxy=(220,1855,410,1887)
article-body: ΑΘΗΝΑΙ, 27. — Ὁ βουλευτὴς κ. Βογιατζάκης μετέβη εἰς τὸ ὑπουργεῖον Συντονισμοῦ, ὅπου συνηντήθη μετὰ τοῦ ὑφυπουργοῦ κ. Κουλουκουτσάκη διὰ τὸ ζήτημα τῆς ὑπαγωγῆς τοῦ νομοῦ Χαλκιδικῆς εἰς τὸ πρόγραμμα περιφερειακῆς ἀναπτύξεως. xyxy=(10,475,202,552)
article-body: ΑΘΗΝΑΙ, 27. — Ἡ μετάβασις εἰς Αὐστραλίαν ἀντιπροσωπείας τοῦ ὑπουργείου Ἐμπορίου διεπίστωσεν ὅτι ὑφίστανται μεγάλαι προοπτικαὶ αὐξήσεως τῶν ἑλληνικῶν ἐξαγωγῶν. xyxy=(1147,437,1558,470)
article-body: ΑΘΗΝΑΙ, 27. — Ὁμὰς ὀρθοδόξων Γεωργιανῶν ἐπεσκέφθη τὸν Ἀρχιεπίσκοπον Ἀθηνῶν καὶ πάσης Ἑλλάδος, εἰς τὸν ὁποῖον ἐξέφρασε τὰς εὐχαριστίας της. xyxy=(945,1344,1129,1398)
article xyxy=(214,1272,416,1405)
article-body: ΑΘΗΝΑΙ, 27. — Κατὰ ἀνακοίνωσιν τοῦ ἱδρύματος κρατικῶν ὑποτροφιῶν, προκηρύσσονται νέαι ὑποτροφίαι διὰ σπουδὰς εἰς τὸ ἐξωτερικόν. xyxy=(220,2157,410,2200)
table-row xyxy=(235,574,394,585)
article-body: ΑΘΗΝΑΙ, 27. — Ἐνεκρίθησαν αἱ μεταθέσεις δημοτικῶν καὶ κοινοτικῶν ὑπαλλήλων, ἐκ τῆς περιφερείας Θεσσαλονίκης εἰς ἄλλας περιοχάς. xyxy=(1147,1235,1558,1256)
table-row xyxy=(235,553,394,563)
article-subhead: ΘΑ ΙΣΧΥΣΗ ΤΟ ΑΚΑΔΗΜΑΙΚΟΝ ΑΠΟΛΥΤΗΡΙΟΝ xyxy=(1197,51,1508,67)
article xyxy=(214,375,416,616)
column-rule xyxy=(935,12,936,2336)
article-body: ΣΟΦΙΑ, 27. — Ὁ πρόεδρος τῆς ἑταιρείας Ἑλλήνων λογοτεχνῶν θὰ μεταβῆ εἰς Σόφιαν διὰ νὰ λάβη μέρος εἰς τὸ βαλκανικὸν λογοτεχνικὸν συνέδριον. xyxy=(1147,579,1558,601)
row-label: Βελγίου xyxy=(235,563,270,573)
article-headline: ΤΑ ΕΠΙΔΟΜΑΤΑ ΑΣΘΕΝΕΙΑΣ ΤΩΝ ΚΑΠΝΕΡΓΑΤΩΝ xyxy=(220,1702,410,1749)
article-body: ΑΘΗΝΑΙ, 27. — Ἡ μετάβασις εἰς Αὐστραλίαν ἀντιπροσωπείας τοῦ ὑπουργείου Ἐμπορίου διεπίστωσεν ὅτι ὑφίστανται μεγάλαι προοπτικαὶ αὐξήσεως τῶν ἑλληνικῶν ἐξαγωγῶν. xyxy=(1147,402,1558,434)
article-body: ΑΘΗΝΑΙ, 27. — Ἡ συνάντησις τῶν ἐκπροσώπων διὰ τὸ θέμα ἀνεβλήθη διὰ τὸν προσεχῆ Σεπτέμβριον, λόγῳ καθυστερήσεως τῶν σχετικῶν μελετῶν. xyxy=(945,1475,1129,1519)
article-body: ΑΘΗΝΑΙ, 27. — Ἐπραγματοποιήθη ἔκτακτος γενικὴ συνέλευσις τῶν ἰατρῶν τοῦ Πειραιῶς, κατὰ τὴν ὁποίαν ἀπεφασίσθη ἡ συνέχισις τοῦ ἀγῶνος πρὸς πλήρη κατάργησιν τῆς ἀποφάσεως. xyxy=(1147,1048,1558,1081)
article-headline: ΟΡΘΟΔΟΞΟΙ ΓΕΩΡΓΙΑΝΟΙ ΕΠΕΣΚΕΦΘΗΣΑΝ ΤΟΝ ΑΡΧΙΕΠΙΣΚΟΠΟΝ xyxy=(945,1237,1129,1284)
article-body: Τὴν 9ην π.μ. χθὲς ἐπὶ τῆς ὁδοῦ Ἐγνατίας κατέπεσε καὶ ἀπέθανε, καθ' ὁδόν, ἐξ αἱμορραγίας ὁ 57ετὴς Κ. Λ., κάτοικος Θεσσαλονίκης. xyxy=(220,1215,410,1258)
article-headline: ΕΙΔΙΚΑΙ ΣΥΣΚΕΨΕΙΣ ΕΙΣ ΤΟ ΥΠΟΥΡΓΕΙΟΝ ΕΞΩΤΕΡΙΚΩΝ ΔΙΑ ΤΑ ΕΛΛΗΝΟΒΟΥΛΓΑΡΙΚΑ ΚΑΙ ΤΗΝ ΑΦΙΞΙΝ ΤΟΥ ΧΑΣΣΕΛ xyxy=(1147,745,1558,800)
article-body: ΑΘΗΝΑΙ, 27. — Δι' ἀποφάσεως τοῦ ὑπουργείου Οἰκονομικῶν παρέχεται προσωρινὴ ἀτέλεια εἰς τὴν εἰσαγωγὴν εἰδῶν ἑστιάσεως διὰ τὰς τουριστικὰς ἐπιχειρήσεις. xyxy=(945,1686,1129,1740)
article xyxy=(4,645,208,829)
article-headline: ΤΟ ΕΛΛΗΝΙΚΟΝ ΠΕΡΙΠΤΕΡΟΝ ΠΡΟΕΚΑΛΕΣΕΝ ΕΝΤΥΠΩΣΙΝ ΕΙΣ ΤΗΝ ΔΙΕΘΝΗ ΕΚΘΕΣΙΝ ΒΙΟΤΕΧΝΙΑΣ ΤΟΥ ΜΟΝΑΧΟΥ xyxy=(427,835,927,873)
article-body: Ὁ καθηγητὴς τῆς Ἀ. γεωργολογικῆς κλινικῆς κ. Κ. Τσελέπης ἐγνωστοποίησεν ὅτι αἱ ἐξετάσεις τῶν φοιτητῶν τῆς ἰατρικῆς καὶ δασολογικῆς σχολῆς θὰ ἀρχίσουν ἐντὸς τῶν προσεχῶν ἡμερῶν. xyxy=(10,709,202,763)
article-body: ΑΘΗΝΑΙ, 27. — Μέγιστον ἐνδιαφέρον ἐκδηλοῦται διὰ τὰς ὁμολογίας τῆς Δημοσίας Ἐπιχειρήσεως Ἠλεκτρισμοῦ. Κατὰ τὴν πρώτην ἡμέραν τῶν προεγγραφῶν ὑπεβλήθησαν αἰτήσεις διὰ σημαντικὸν ποσόν, ὑπερβαῖνον τὰς 85.000.000 δραχμάς. xyxy=(427,1259,927,1292)
article-body: Πληροφορίαι ἀναφέρουν ὅτι ἐντὸς τῶν προσεχῶν ἡμερῶν θὰ γίνη μετακίνησις τῶν ὀστῶν τοῦ μεγάλου εὐεργέτου Παπάφη, ἐκ τοῦ κοιμητηρίου εἰς τὸ ἵδρυμα Θεσσαλονίκης. xyxy=(220,672,410,727)
article-headline: ΣΥΜΠΛΟΚΗ ΜΕΤΑΞΥ ΔΥΟ ΝΕΑΝΙΔΩΝ ΚΑΙ ΑΛΛΟΔΑΠΟΥ ΔΙΑ ΤΗΝ ΑΠΟΔΟΣΙΝ ΧΡΗΜΑΤΩΝ xyxy=(10,1082,202,1143)
row-label: Γαλλίας xyxy=(235,541,271,552)
article-body: ΛΟΝΔΙΝΟΝ, 27. — Ὁ ἀρχηγὸς τοῦ Ἐργατικοῦ κόμματος κ. Οὔιλσον ἀναχωρεῖ διὰ τὴν Σοβ. Ρωσσίαν, ὅπου θὰ ἔχη συνομιλίας μετὰ τῶν σοβιετικῶν ἡγετῶν. xyxy=(220,1445,410,1490)
article-body: ΑΘΗΝΑΙ, 27. — Μέγιστον ἐνδιαφέρον ἐκδηλοῦται διὰ τὰς ὁμολογίας τῆς Δημοσίας Ἐπιχειρήσεως Ἠλεκτρισμοῦ. Κατὰ τὴν πρώτην ἡμέραν τῶν προεγγραφῶν ὑπεβλήθησαν αἰτήσεις διὰ σημαντικὸν ποσόν, ὑπερβαῖνον τὰς 85.000.000 δραχμάς. xyxy=(427,1223,927,1256)
row-value: 256,00 xyxy=(364,573,394,584)
article-body: ΑΘΗΝΑΙ, 27. — Αὔριον συνέρχεται εἰς ἔκτακτον συνεδρίασιν ἡ Ἱερὰ Σύνοδος τῆς Ἐκκλησίας τῆς Ἑλλάδος πρὸς συζήτησιν τοῦ καταστατικοῦ χάρτου. xyxy=(945,1180,1129,1223)
article xyxy=(421,1341,933,1476)
article-body: ΑΘΗΝΑΙ, 27. — Ὁ πρόεδρος τῆς κυβερνήσεως κ. Γ. Παπανδρέου ἐγκαινίασε τὰ νέα κτίρια τῆς Παντείου σχολῆς πολιτικῶν ἐπιστημῶν, παρουσίᾳ τῶν ὑπουργῶν καὶ τῶν καθηγητῶν τῆς σχολῆς. xyxy=(945,922,1129,988)
article-body: Ἡ διοίκησις τοῦ ταμείου ἀσφαλίσεως καπνεργατῶν ἀνεκοίνωσεν ὅτι ἀρχίζει ἡ καταβολὴ τῶν ἐπιδομάτων ἀσθενείας εἰς τοὺς δικαιούχους. xyxy=(220,1752,410,1795)
article-headline: ΤΟΝ ΣΕΠΤΕΜΒΡΙΟΝ ΔΙΑ ΨΑΛΙΔΟΝ ΔΙΟΤΙ ΚΑΘΥΣΤΕΡΟΥΝ ΕΙΣ ΣΥΝΑΝΤΗΣΙΝ ΤΩΝ xyxy=(945,1412,1129,1473)
article-headline: ΔΙΕΠΙΣΤΩΘΗ ΟΤΙ ΥΦΙΣΤΑΝΤΑΙ ΜΕΓΑΛΑΙ ΠΡΟΟΠΤΙΚΑΙ ΑΥΞΗΣΕΩΣ ΤΩΝ ΕΞΑΓΩΓΩΝ ΕΙΣ ΑΥΣΤΡΑΛΙΑΝ xyxy=(1147,344,1558,399)
article-body: Ὁ ὑφυπουργὸς κ. Ἀγγελούσης θὰ περιοδεύση εἰς τὴν Βόρειον Ἑλλάδα, ὅπου θὰ ἐξετάση ἐπὶ τόπου τὰ προβλήματα τῶν περιοχῶν. xyxy=(1147,1153,1515,1175)
article-body: ΑΘΗΝΑΙ, 27. — Κατὰ ἀνακοίνωσιν τοῦ ἱδρύματος κρατικῶν ὑποτροφιῶν, προκηρύσσονται νέαι ὑποτροφίαι διὰ σπουδὰς εἰς τὸ ἐξωτερικόν. xyxy=(220,2110,410,2153)
article-headline: Ο Κ. ΟΥΓΛΣΟΝ ΑΝΑΧΩΡΕΙ ΕΙΣ ΤΗΝ ΣΟΒ. ΡΩΣΣΙΑΝ xyxy=(220,1411,410,1443)
article-body: Ὁ ὑφυπουργὸς κ. Λαγκάκος ἀνεχώρησε διὰ τὸ Λονδῖνον. — Ἡ Ἑλλάς θὰ ἐκπροσωπηθῆ εἰς τὴν διεθνῆ συνδιάσκεψιν ἐργασίας. — Ἀφίχθη εἰς Ἀθήνας ἡ ἀντιπροσωπεία τῆς Ἰταλίας. xyxy=(1147,1470,1558,1492)
article xyxy=(939,1069,1135,1231)
column-5 xyxy=(1141,12,1564,2336)
article xyxy=(214,1702,416,1849)
lead-continuation: Εἰς τὴν συγκέντρωσιν ὡμίλησαν ἐκπρόσωποι τῶν ἐργατικῶν σωματείων, οἱ ὁποῖοι ἐτόνισαν ὅτι οἱ καπνεργάται ἀγωνίζονται διὰ δίκαια αἰτήματα καὶ ζητοῦν αὔξησιν τῶν ἡμερομισθίων των. Ἐν συνεχείᾳ ἐψηφίσθη ψήφισμα, τὸ ὁποῖον ἐπεδόθη εἰς τὰς ἀρμοδίας ἀρχάς. Ἡ ὁμοσπονδία καπνεργατῶν ἐδήλωσεν ὅτι δὲν συμφωνεῖ μὲ τὰς ἐκδηλώσεις, ἐνῷ οἱ καπνέμποροι ἐξέδωσαν ἀνακοίνωσιν διὰ τῆς ὁποίας ἐκθέτουν τὰς ἀπόψεις των. xyxy=(427,423,604,555)
box1-heading: Ο ΣΥΛΛΟΓΟΣ ΚΑΠΝΕΜΠΟΡΩΝ xyxy=(670,641,873,657)
lead-left-text xyxy=(421,281,610,827)
article-body: ΑΘΗΝΑΙ, 27. — Ἐνώπιον τοῦ ἀρμοδίου δικαστηρίου παρεπέμφθησαν δύο νεάνιδες, αἱ ὁποῖαι κατηγοροῦνται ὅτι ἐξηπάτησαν ἀλλοδαπὸν ναυτικὸν καὶ ἀφήρεσαν ἐκ τοῦ πορτοφολίου του χρηματικὸν ποσὸν ἐκ δραχμῶν, ὑπὸ τὸ πρόσχημα ὅτι θὰ τὸν ὡδήγουν εἰς κέντρον διασκεδάσεως. xyxy=(10,1225,202,1301)
article-headline: ΕΝ ΜΕΣΩ ΕΠΕΙΣΟΔΙΩΝ ΣΥΝΕΧΙΖΟΝΤΑΙ ΑΙ ΕΡΓΑΣΙΑΙ ΤΟΥ ΣΥΝΕΔΡΙΟΥ ΤΩΝ ΕΚΠΡΟΣΩΠΩΝ ΤΩΝ ΑΥΤΟΚΙΝΗΤΙΣΤΩΝ xyxy=(427,1008,927,1047)
article-body: ΜΟΝΑΧΟΝ, 27. — Τὸ ἑλληνικὸν περίπτερον εἰς τὴν διεθνῆ ἔκθεσιν βιοτεχνίας τοῦ Μονάχου προεκάλεσε ζωηρὰν ἐντύπωσιν εἰς τοὺς ἐπισκέπτας. Τὸ περίπτερον ἐπεσκέφθη καὶ ὁ Γερμανὸς καγκελλάριος κ. Ἔρχαρτ, ὁ ὁποῖος ἐξεφράσθη μὲ ἐνθουσιασμὸν διὰ τὰ ἐκτιθέμενα ἑλληνικὰ εἴδη. xyxy=(427,927,927,959)
article-body: ΑΘΗΝΑΙ, 27. — Ἐνεκρίθησαν αἱ μεταθέσεις δημοτικῶν καὶ κοινοτικῶν ὑπαλλήλων, ἐκ τῆς περιφερείας Θεσσαλονίκης εἰς ἄλλας περιοχάς. xyxy=(1147,1259,1558,1281)
lead-continuation-2: Εἰς τὴν συγκέντρωσιν ὡμίλησαν ἐκπρόσωποι τῶν ἐργατικῶν σωματείων, οἱ ὁποῖοι ἐτόνισαν ὅτι οἱ καπνεργάται ἀγωνίζονται διὰ δίκαια αἰτήματα καὶ ζητοῦν αὔξησιν τῶν ἡμερομισθίων των. Ἐν συνεχείᾳ ἐψηφίσθη ψήφισμα, τὸ ὁποῖον ἐπεδόθη εἰς τὰς ἀρμοδίας ἀρχάς. Ἡ ὁμοσπονδία καπνεργατῶν ἐδήλωσεν ὅτι δὲν συμφωνεῖ μὲ τὰς ἐκδηλώσεις, ἐνῷ οἱ καπνέμποροι ἐξέδωσαν ἀνακοίνωσιν διὰ τῆς ὁποίας ἐκθέτουν τὰς ἀπόψεις των. xyxy=(427,558,604,689)
article-body: ΣΥΝΕΧΕΙΑ ΕΚ ΤΗΣ 1ης ΣΕΛΙΔΟΣ. Ἡ Ἴντερ τοῦ Μιλάνου κατέκτησε τὸ κύπελλον πρωταθλητριῶν Εὐρώπης, νικήσασα εἰς τὸν τελικὸν τὴν Ρεάλ Μαδρίτης μὲ 3 – 1. xyxy=(1147,1340,1558,1361)
